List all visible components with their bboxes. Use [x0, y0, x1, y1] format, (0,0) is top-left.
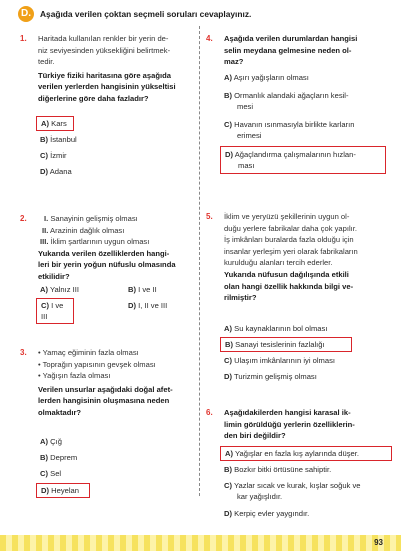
question-number: 1. [20, 34, 27, 43]
intro-line: tedir. [38, 57, 55, 67]
premise-item [38, 225, 190, 237]
premise-text: Arazinin dağlık olması [50, 225, 125, 235]
intro-line: İş imkânları buralarda fazla olduğu için [224, 235, 354, 245]
q3-option-c[interactable] [40, 468, 61, 479]
option-letter: D) [224, 509, 233, 518]
question-number: 5. [206, 212, 213, 221]
option-text: Havanın ısınmasıyla birlikte karların [234, 120, 355, 129]
option-text: Sel [50, 469, 62, 478]
column-divider [199, 26, 200, 496]
option-text: Aşırı yağışların olması [233, 73, 309, 82]
stem-line: olmaktadır? [38, 407, 82, 417]
question-intro [224, 211, 386, 269]
option-letter: A) [41, 119, 50, 128]
stem-line: diğerlerine göre daha fazladır? [38, 93, 149, 103]
q2-option-c[interactable] [36, 298, 74, 324]
option-text: Bozkır bitki örtüsüne sahiptir. [234, 465, 332, 474]
q5-option-b[interactable] [220, 337, 352, 352]
option-letter: B) [40, 453, 49, 462]
section-badge: D. [18, 6, 34, 22]
option-letter: A) [40, 285, 49, 294]
option-text: I ve II [138, 285, 157, 294]
option-letter: C) [40, 151, 49, 160]
stem-line: selin meydana gelmesine neden ol- [224, 45, 352, 55]
q6-option-b[interactable] [224, 464, 331, 475]
option-text-cont: ması [238, 161, 255, 170]
q5-option-a[interactable] [224, 323, 327, 334]
question-6 [206, 407, 386, 442]
q3-option-b[interactable] [40, 452, 77, 463]
instruction-text: Aşağıda verilen çoktan seçmeli soruları cevaplayınız. [40, 9, 252, 19]
stem-line: Türkiye fiziki haritasına göre aşağıda [38, 70, 171, 80]
option-letter: D) [224, 372, 233, 381]
question-number: 6. [206, 408, 213, 417]
premise-item [38, 213, 190, 225]
intro-line: Haritada kullanılan renkler bir yerin de- [38, 34, 169, 43]
option-text: I ve III [41, 301, 64, 321]
option-text: Ulaşım imkânlarının iyi olması [234, 356, 335, 365]
premise-text: Sanayinin gelişmiş olması [50, 214, 138, 223]
option-text: İstanbul [50, 135, 77, 144]
premise-list [38, 213, 190, 248]
q1-option-b[interactable] [40, 134, 77, 145]
option-letter: B) [40, 135, 49, 144]
q2-option-b[interactable] [128, 284, 157, 295]
question-2 [20, 213, 190, 283]
premise-text: İklim şartlarının uygun olması [50, 237, 150, 247]
option-text: I, II ve III [138, 301, 168, 310]
q6-option-a[interactable] [220, 446, 392, 461]
option-letter: D) [41, 486, 50, 495]
stem-line: etkilidir? [38, 271, 70, 281]
stem-line: Verilen unsurlar aşağıdaki doğal afet- [38, 384, 173, 394]
q5-option-d[interactable] [224, 371, 317, 382]
q4-option-b[interactable] [224, 90, 384, 112]
option-text: Yalnız III [50, 285, 79, 294]
question-3 [20, 347, 190, 419]
question-stem [38, 70, 190, 105]
option-text: Ağaçlandırma çalışmalarının hızlan- [234, 150, 356, 159]
footer-stripes [0, 535, 401, 551]
option-letter: C) [224, 120, 233, 129]
option-text: Su kaynaklarının bol olması [234, 324, 328, 333]
option-text: Yağışlar en fazla kış aylarında düşer. [235, 449, 359, 458]
page-footer [0, 525, 401, 551]
question-stem [38, 248, 190, 283]
stem-line: verilen yerlerden hangisinin yükseltisi [38, 82, 176, 92]
q1-option-c[interactable] [40, 150, 67, 161]
stem-line: lerden hangisinin oluşmasına neden [38, 396, 170, 406]
option-text: Turizmin gelişmiş olması [234, 372, 317, 381]
intro-line: kurulduğu alanları tercih ederler. [224, 258, 333, 268]
option-letter: B) [224, 465, 233, 474]
question-number: 4. [206, 34, 213, 43]
stem-line: Aşağıda verilen durumlardan hangisi [224, 34, 358, 43]
q3-option-d[interactable] [36, 483, 90, 498]
option-letter: D) [128, 301, 137, 310]
option-text-cont: erimesi [237, 131, 262, 140]
option-text: İzmir [50, 151, 67, 160]
option-letter: B) [225, 340, 234, 349]
premise-roman: I. [44, 214, 49, 223]
option-text-cont: kar yağışlıdır. [237, 492, 283, 501]
bullet-text: Yamaç eğiminin fazla olması [42, 348, 139, 357]
q2-option-a[interactable] [40, 284, 79, 295]
section-header [18, 6, 251, 22]
bullet-text: Toprağın yapısının gevşek olması [42, 359, 156, 369]
option-letter: C) [224, 481, 233, 490]
bullet-item: • Yamaç eğiminin fazla olması [38, 348, 139, 357]
option-text: Çığ [50, 437, 62, 446]
bullet-item: • Toprağın yapısının gevşek olması [38, 359, 156, 369]
stem-line: Aşağıdakilerden hangisi karasal ik- [224, 408, 351, 417]
page-number: 93 [374, 538, 383, 547]
option-letter: D) [40, 167, 49, 176]
option-letter: A) [224, 73, 233, 82]
intro-line: niz seviyesinden yüksekliğini belirtmek- [38, 45, 171, 55]
question-intro [38, 33, 190, 68]
q2-option-d[interactable] [128, 300, 167, 311]
question-stem [224, 269, 386, 304]
option-letter: A) [225, 449, 234, 458]
question-number: 2. [20, 214, 27, 223]
option-text: Sanayi tesislerinin fazlalığı [235, 340, 325, 349]
stem-line: olan hangi özellik hakkında bilgi ve- [224, 281, 354, 291]
premise-item [38, 236, 190, 248]
question-1 [20, 33, 190, 105]
option-text: Adana [49, 167, 72, 176]
stem-line: Yukarıda nüfusun dağılışında etkili [224, 269, 349, 279]
q4-option-c[interactable] [224, 119, 384, 141]
stem-line: maz? [224, 57, 244, 67]
option-letter: A) [40, 437, 49, 446]
stem-line: rilmiştir? [224, 293, 257, 303]
question-4 [206, 33, 384, 68]
stem-line: Yukarıda verilen özelliklerden hangi- [38, 248, 170, 258]
option-text: Kerpiç evler yaygındır. [234, 509, 310, 518]
q6-option-d[interactable] [224, 508, 309, 519]
q6-option-c[interactable] [224, 480, 386, 502]
option-text: Yazlar sıcak ve kurak, kışlar soğuk ve [234, 481, 361, 490]
option-letter: B) [128, 285, 137, 294]
option-letter: B) [224, 91, 233, 100]
option-text: Heyelan [51, 486, 80, 495]
option-text: Ormanlık alandaki ağaçların kesil- [234, 91, 349, 100]
question-5 [206, 211, 386, 304]
premise-roman: II. [42, 225, 49, 235]
question-stem [224, 407, 386, 442]
question-stem [224, 33, 384, 68]
q1-option-a[interactable] [36, 116, 74, 131]
bullet-list [38, 347, 190, 382]
question-stem [38, 384, 190, 419]
option-letter: C) [40, 469, 49, 478]
q1-option-d[interactable] [40, 166, 72, 177]
option-text: Deprem [50, 453, 78, 462]
q3-option-a[interactable] [40, 436, 62, 447]
intro-line: İklim ve yeryüzü şekillerinin uygun ol- [224, 212, 350, 221]
option-letter: D) [225, 150, 234, 159]
stem-line: leri bir yerin yoğun nüfuslu olmasında [38, 260, 176, 270]
bullet-text: Yağışın fazla olması [42, 371, 111, 381]
option-letter: C) [224, 356, 233, 365]
q4-option-d[interactable] [220, 146, 386, 174]
stem-line: limin görüldüğü yerlerin özelliklerin- [224, 419, 355, 429]
q5-option-c[interactable] [224, 355, 335, 366]
option-text-cont: mesi [237, 102, 254, 111]
stem-line: den biri değildir? [224, 431, 286, 441]
option-text: Kars [51, 119, 67, 128]
intro-line: duğu yerlere fabrikalar daha çok yapılır. [224, 223, 357, 233]
intro-line: insanlar yerleşim yeri olarak fabrikaların [224, 246, 358, 256]
option-letter: A) [224, 324, 233, 333]
bullet-item: • Yağışın fazla olması [38, 371, 111, 381]
option-letter: C) [41, 301, 50, 310]
q4-option-a[interactable] [224, 72, 384, 83]
question-number: 3. [20, 348, 27, 357]
premise-roman: III. [40, 237, 49, 247]
